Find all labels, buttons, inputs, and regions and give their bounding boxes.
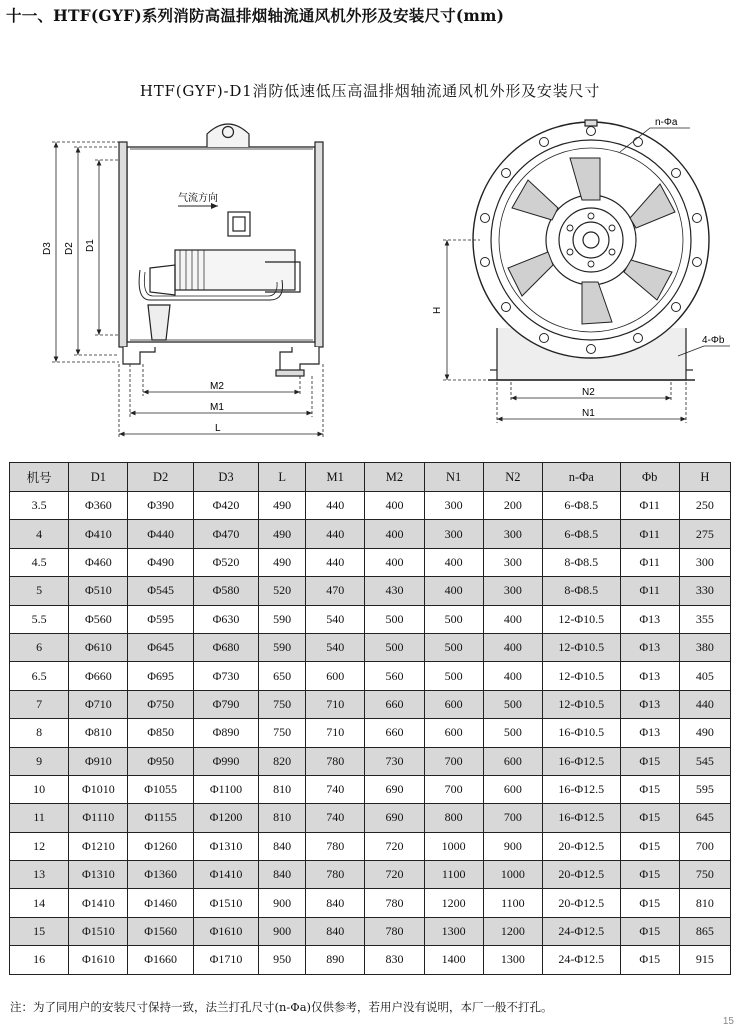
table-cell: 600 (483, 775, 542, 803)
table-cell: 600 (483, 747, 542, 775)
table-cell: 600 (306, 662, 365, 690)
table-cell: 16 (10, 946, 69, 974)
table-cell: 300 (679, 548, 730, 576)
table-cell: Φ680 (193, 633, 258, 661)
table-cell: 490 (259, 492, 306, 520)
table-cell: 12-Φ10.5 (543, 690, 621, 718)
dim-n2-label: N2 (582, 387, 595, 398)
table-cell: Φ790 (193, 690, 258, 718)
table-row (10, 889, 731, 917)
table-cell: 730 (365, 747, 424, 775)
column-header: N1 (424, 463, 483, 492)
table-cell: Φ15 (620, 889, 679, 917)
table-cell: 690 (365, 804, 424, 832)
table-cell: 720 (365, 832, 424, 860)
table-cell: Φ360 (69, 492, 128, 520)
table-cell: 300 (483, 548, 542, 576)
table-cell: 540 (306, 633, 365, 661)
table-row (10, 861, 731, 889)
table-cell: Φ1560 (128, 917, 193, 945)
table-cell: Φ1100 (193, 775, 258, 803)
table-cell: 9 (10, 747, 69, 775)
table-cell: 5 (10, 577, 69, 605)
table-row (10, 946, 731, 974)
table-cell: 6 (10, 633, 69, 661)
table-cell: 4.5 (10, 548, 69, 576)
table-cell: 500 (365, 633, 424, 661)
table-cell: 430 (365, 577, 424, 605)
table-cell: 780 (365, 917, 424, 945)
table-cell: Φ695 (128, 662, 193, 690)
table-cell: Φ710 (69, 690, 128, 718)
table-cell: 590 (259, 633, 306, 661)
table-cell: Φ11 (620, 548, 679, 576)
table-cell: 10 (10, 775, 69, 803)
column-header: H (679, 463, 730, 492)
table-cell: Φ420 (193, 492, 258, 520)
column-header: 机号 (10, 463, 69, 492)
table-cell: 915 (679, 946, 730, 974)
table-cell: Φ545 (128, 577, 193, 605)
table-cell: Φ890 (193, 719, 258, 747)
table-cell: 20-Φ12.5 (543, 861, 621, 889)
table-cell: 1100 (424, 861, 483, 889)
table-cell: 710 (306, 719, 365, 747)
dim-d2-label: D2 (64, 242, 75, 255)
table-cell: 16-Φ12.5 (543, 775, 621, 803)
table-cell: Φ560 (69, 605, 128, 633)
table-cell: Φ15 (620, 775, 679, 803)
table-row (10, 605, 731, 633)
table-cell: 1400 (424, 946, 483, 974)
table-row (10, 832, 731, 860)
table-cell: 400 (365, 520, 424, 548)
table-cell: 500 (483, 719, 542, 747)
table-cell: 300 (424, 492, 483, 520)
table-cell: Φ1010 (69, 775, 128, 803)
table-cell: 440 (306, 520, 365, 548)
table-cell: 810 (679, 889, 730, 917)
table-cell: 1200 (424, 889, 483, 917)
table-cell: 780 (365, 889, 424, 917)
table-cell: 830 (365, 946, 424, 974)
table-cell: 8-Φ8.5 (543, 548, 621, 576)
table-cell: 7 (10, 690, 69, 718)
table-cell: 6.5 (10, 662, 69, 690)
table-cell: 840 (306, 917, 365, 945)
table-cell: Φ1410 (193, 861, 258, 889)
table-cell: 595 (679, 775, 730, 803)
table-cell: 16-Φ10.5 (543, 719, 621, 747)
table-cell: Φ11 (620, 577, 679, 605)
table-cell: 645 (679, 804, 730, 832)
table-cell: 400 (365, 548, 424, 576)
table-cell: 1200 (483, 917, 542, 945)
table-cell: Φ810 (69, 719, 128, 747)
column-header: N2 (483, 463, 542, 492)
table-cell: 24-Φ12.5 (543, 917, 621, 945)
table-cell: 1000 (424, 832, 483, 860)
table-cell: 700 (424, 747, 483, 775)
table-cell: 820 (259, 747, 306, 775)
table-cell: 500 (424, 662, 483, 690)
table-cell: Φ11 (620, 492, 679, 520)
table-cell: 1300 (424, 917, 483, 945)
table-cell: 8 (10, 719, 69, 747)
table-cell: Φ1510 (193, 889, 258, 917)
table-cell: 12-Φ10.5 (543, 662, 621, 690)
column-header: M1 (306, 463, 365, 492)
table-cell: Φ13 (620, 719, 679, 747)
table-cell: Φ15 (620, 917, 679, 945)
table-cell: 330 (679, 577, 730, 605)
table-cell: 660 (365, 719, 424, 747)
table-cell: Φ645 (128, 633, 193, 661)
table-cell: Φ630 (193, 605, 258, 633)
table-cell: 400 (483, 662, 542, 690)
table-cell: Φ1610 (69, 946, 128, 974)
table-cell: Φ13 (620, 662, 679, 690)
table-row (10, 917, 731, 945)
table-cell: Φ15 (620, 747, 679, 775)
table-cell: 545 (679, 747, 730, 775)
table-cell: 14 (10, 889, 69, 917)
table-cell: Φ13 (620, 633, 679, 661)
table-cell: 400 (365, 492, 424, 520)
table-cell: Φ1660 (128, 946, 193, 974)
table-cell: 440 (306, 492, 365, 520)
table-cell: 200 (483, 492, 542, 520)
table-cell: 500 (483, 690, 542, 718)
hole-callout: n-Φa (655, 117, 678, 128)
table-row (10, 690, 731, 718)
page-number: 15 (722, 1016, 734, 1027)
table-cell: 840 (259, 832, 306, 860)
column-header: D2 (128, 463, 193, 492)
column-header: n-Φa (543, 463, 621, 492)
table-cell: 600 (424, 719, 483, 747)
table-cell: 840 (259, 861, 306, 889)
table-cell: 400 (483, 633, 542, 661)
side-view (119, 124, 323, 376)
dim-d3-label: D3 (42, 242, 53, 255)
table-row (10, 577, 731, 605)
table-cell: 300 (483, 577, 542, 605)
table-cell: 660 (365, 690, 424, 718)
table-cell: Φ730 (193, 662, 258, 690)
dim-l-label: L (215, 423, 221, 434)
dim-n1-label: N1 (582, 408, 595, 419)
table-row (10, 719, 731, 747)
table-cell: 4 (10, 520, 69, 548)
table-cell: 740 (306, 775, 365, 803)
table-cell: Φ1110 (69, 804, 128, 832)
table-cell: 355 (679, 605, 730, 633)
table-cell: 440 (306, 548, 365, 576)
column-header: D1 (69, 463, 128, 492)
table-cell: Φ950 (128, 747, 193, 775)
table-cell: 300 (483, 520, 542, 548)
column-header: D3 (193, 463, 258, 492)
table-cell: 300 (424, 520, 483, 548)
table-row (10, 747, 731, 775)
table-cell: 12-Φ10.5 (543, 633, 621, 661)
table-cell: Φ1410 (69, 889, 128, 917)
table-cell: Φ390 (128, 492, 193, 520)
table-cell: Φ11 (620, 520, 679, 548)
table-header-row (10, 463, 731, 492)
table-cell: 12 (10, 832, 69, 860)
table-cell: 700 (424, 775, 483, 803)
table-cell: 865 (679, 917, 730, 945)
table-cell: 490 (679, 719, 730, 747)
table-cell: Φ850 (128, 719, 193, 747)
footnote: 注：为了同用户的安装尺寸保持一致，法兰打孔尺寸(n-Φa)仅供参考，若用户没有说明，本厂一般不打孔。 (10, 1000, 553, 1014)
table-cell: 520 (259, 577, 306, 605)
table-cell: Φ520 (193, 548, 258, 576)
table-cell: Φ580 (193, 577, 258, 605)
table-cell: Φ1460 (128, 889, 193, 917)
table-cell: 1300 (483, 946, 542, 974)
table-cell: 3.5 (10, 492, 69, 520)
table-cell: 8-Φ8.5 (543, 577, 621, 605)
table-cell: 6-Φ8.5 (543, 520, 621, 548)
table-cell: Φ13 (620, 605, 679, 633)
column-header: L (259, 463, 306, 492)
table-cell: Φ595 (128, 605, 193, 633)
table-cell: 750 (259, 719, 306, 747)
table-cell: Φ1310 (193, 832, 258, 860)
table-cell: 500 (424, 605, 483, 633)
table-cell: 500 (365, 605, 424, 633)
table-cell: 440 (679, 690, 730, 718)
table-cell: 900 (483, 832, 542, 860)
column-header: M2 (365, 463, 424, 492)
table-cell: 900 (259, 889, 306, 917)
table-cell: 6-Φ8.5 (543, 492, 621, 520)
table-cell: Φ460 (69, 548, 128, 576)
table-cell: 810 (259, 804, 306, 832)
drawing-title: HTF(GYF)-D1消防低速低压高温排烟轴流通风机外形及安装尺寸 (139, 82, 601, 100)
page-title: 十一、HTF(GYF)系列消防高温排烟轴流通风机外形及安装尺寸(mm) (6, 6, 505, 25)
table-cell: 700 (679, 832, 730, 860)
table-cell: 1100 (483, 889, 542, 917)
table-cell: Φ13 (620, 690, 679, 718)
table-cell: 780 (306, 861, 365, 889)
table-cell: 600 (424, 690, 483, 718)
table-cell: Φ490 (128, 548, 193, 576)
table-cell: 810 (259, 775, 306, 803)
table-cell: 500 (424, 633, 483, 661)
table-cell: Φ990 (193, 747, 258, 775)
table-cell: 840 (306, 889, 365, 917)
table-row (10, 633, 731, 661)
table-cell: 470 (306, 577, 365, 605)
table-cell: Φ15 (620, 946, 679, 974)
table-cell: Φ750 (128, 690, 193, 718)
table-cell: 16-Φ12.5 (543, 747, 621, 775)
table-cell: 11 (10, 804, 69, 832)
table-cell: 780 (306, 747, 365, 775)
table-cell: 490 (259, 548, 306, 576)
airflow-label: 气流方向 (178, 193, 218, 204)
dim-h-label: H (432, 306, 443, 314)
table-cell: Φ1210 (69, 832, 128, 860)
table-cell: 380 (679, 633, 730, 661)
table-cell: 740 (306, 804, 365, 832)
table-row (10, 662, 731, 690)
table-cell: 560 (365, 662, 424, 690)
table-cell: 700 (483, 804, 542, 832)
table-cell: Φ1200 (193, 804, 258, 832)
table-cell: 950 (259, 946, 306, 974)
table-cell: 400 (483, 605, 542, 633)
table-cell: Φ1155 (128, 804, 193, 832)
table-cell: 20-Φ12.5 (543, 889, 621, 917)
table-cell: Φ410 (69, 520, 128, 548)
table-cell: Φ15 (620, 832, 679, 860)
table-row (10, 775, 731, 803)
table-cell: Φ15 (620, 804, 679, 832)
table-cell: Φ1610 (193, 917, 258, 945)
table-cell: Φ1360 (128, 861, 193, 889)
table-cell: Φ470 (193, 520, 258, 548)
column-header: Φb (620, 463, 679, 492)
table-cell: Φ660 (69, 662, 128, 690)
table-row (10, 548, 731, 576)
table-cell: 13 (10, 861, 69, 889)
table-cell: 690 (365, 775, 424, 803)
table-cell: 900 (259, 917, 306, 945)
table-cell: 800 (424, 804, 483, 832)
table-cell: 12-Φ10.5 (543, 605, 621, 633)
table-cell: 5.5 (10, 605, 69, 633)
table-cell: 1000 (483, 861, 542, 889)
dimension-table (9, 462, 731, 975)
table-cell: Φ1055 (128, 775, 193, 803)
table-cell: Φ510 (69, 577, 128, 605)
dim-d1-label: D1 (85, 239, 96, 252)
table-cell: 720 (365, 861, 424, 889)
table-cell: Φ1510 (69, 917, 128, 945)
dim-m2-label: M2 (210, 381, 224, 392)
technical-drawing (0, 100, 740, 450)
table-cell: 890 (306, 946, 365, 974)
table-cell: 590 (259, 605, 306, 633)
table-cell: 400 (424, 548, 483, 576)
table-row (10, 520, 731, 548)
table-cell: 650 (259, 662, 306, 690)
table-cell: 490 (259, 520, 306, 548)
table-cell: 400 (424, 577, 483, 605)
base-hole-callout: 4-Φb (702, 335, 725, 346)
table-row (10, 492, 731, 520)
table-cell: Φ440 (128, 520, 193, 548)
table-cell: 540 (306, 605, 365, 633)
table-cell: 24-Φ12.5 (543, 946, 621, 974)
table-cell: Φ610 (69, 633, 128, 661)
table-cell: 750 (679, 861, 730, 889)
table-cell: 750 (259, 690, 306, 718)
table-cell: 405 (679, 662, 730, 690)
table-cell: Φ15 (620, 861, 679, 889)
table-cell: 780 (306, 832, 365, 860)
table-cell: 16-Φ12.5 (543, 804, 621, 832)
table-cell: 275 (679, 520, 730, 548)
table-cell: 15 (10, 917, 69, 945)
table-cell: 710 (306, 690, 365, 718)
table-cell: Φ910 (69, 747, 128, 775)
table-cell: Φ1310 (69, 861, 128, 889)
table-cell: Φ1710 (193, 946, 258, 974)
dim-m1-label: M1 (210, 402, 224, 413)
table-row (10, 804, 731, 832)
table-cell: 20-Φ12.5 (543, 832, 621, 860)
table-cell: Φ1260 (128, 832, 193, 860)
table-cell: 250 (679, 492, 730, 520)
